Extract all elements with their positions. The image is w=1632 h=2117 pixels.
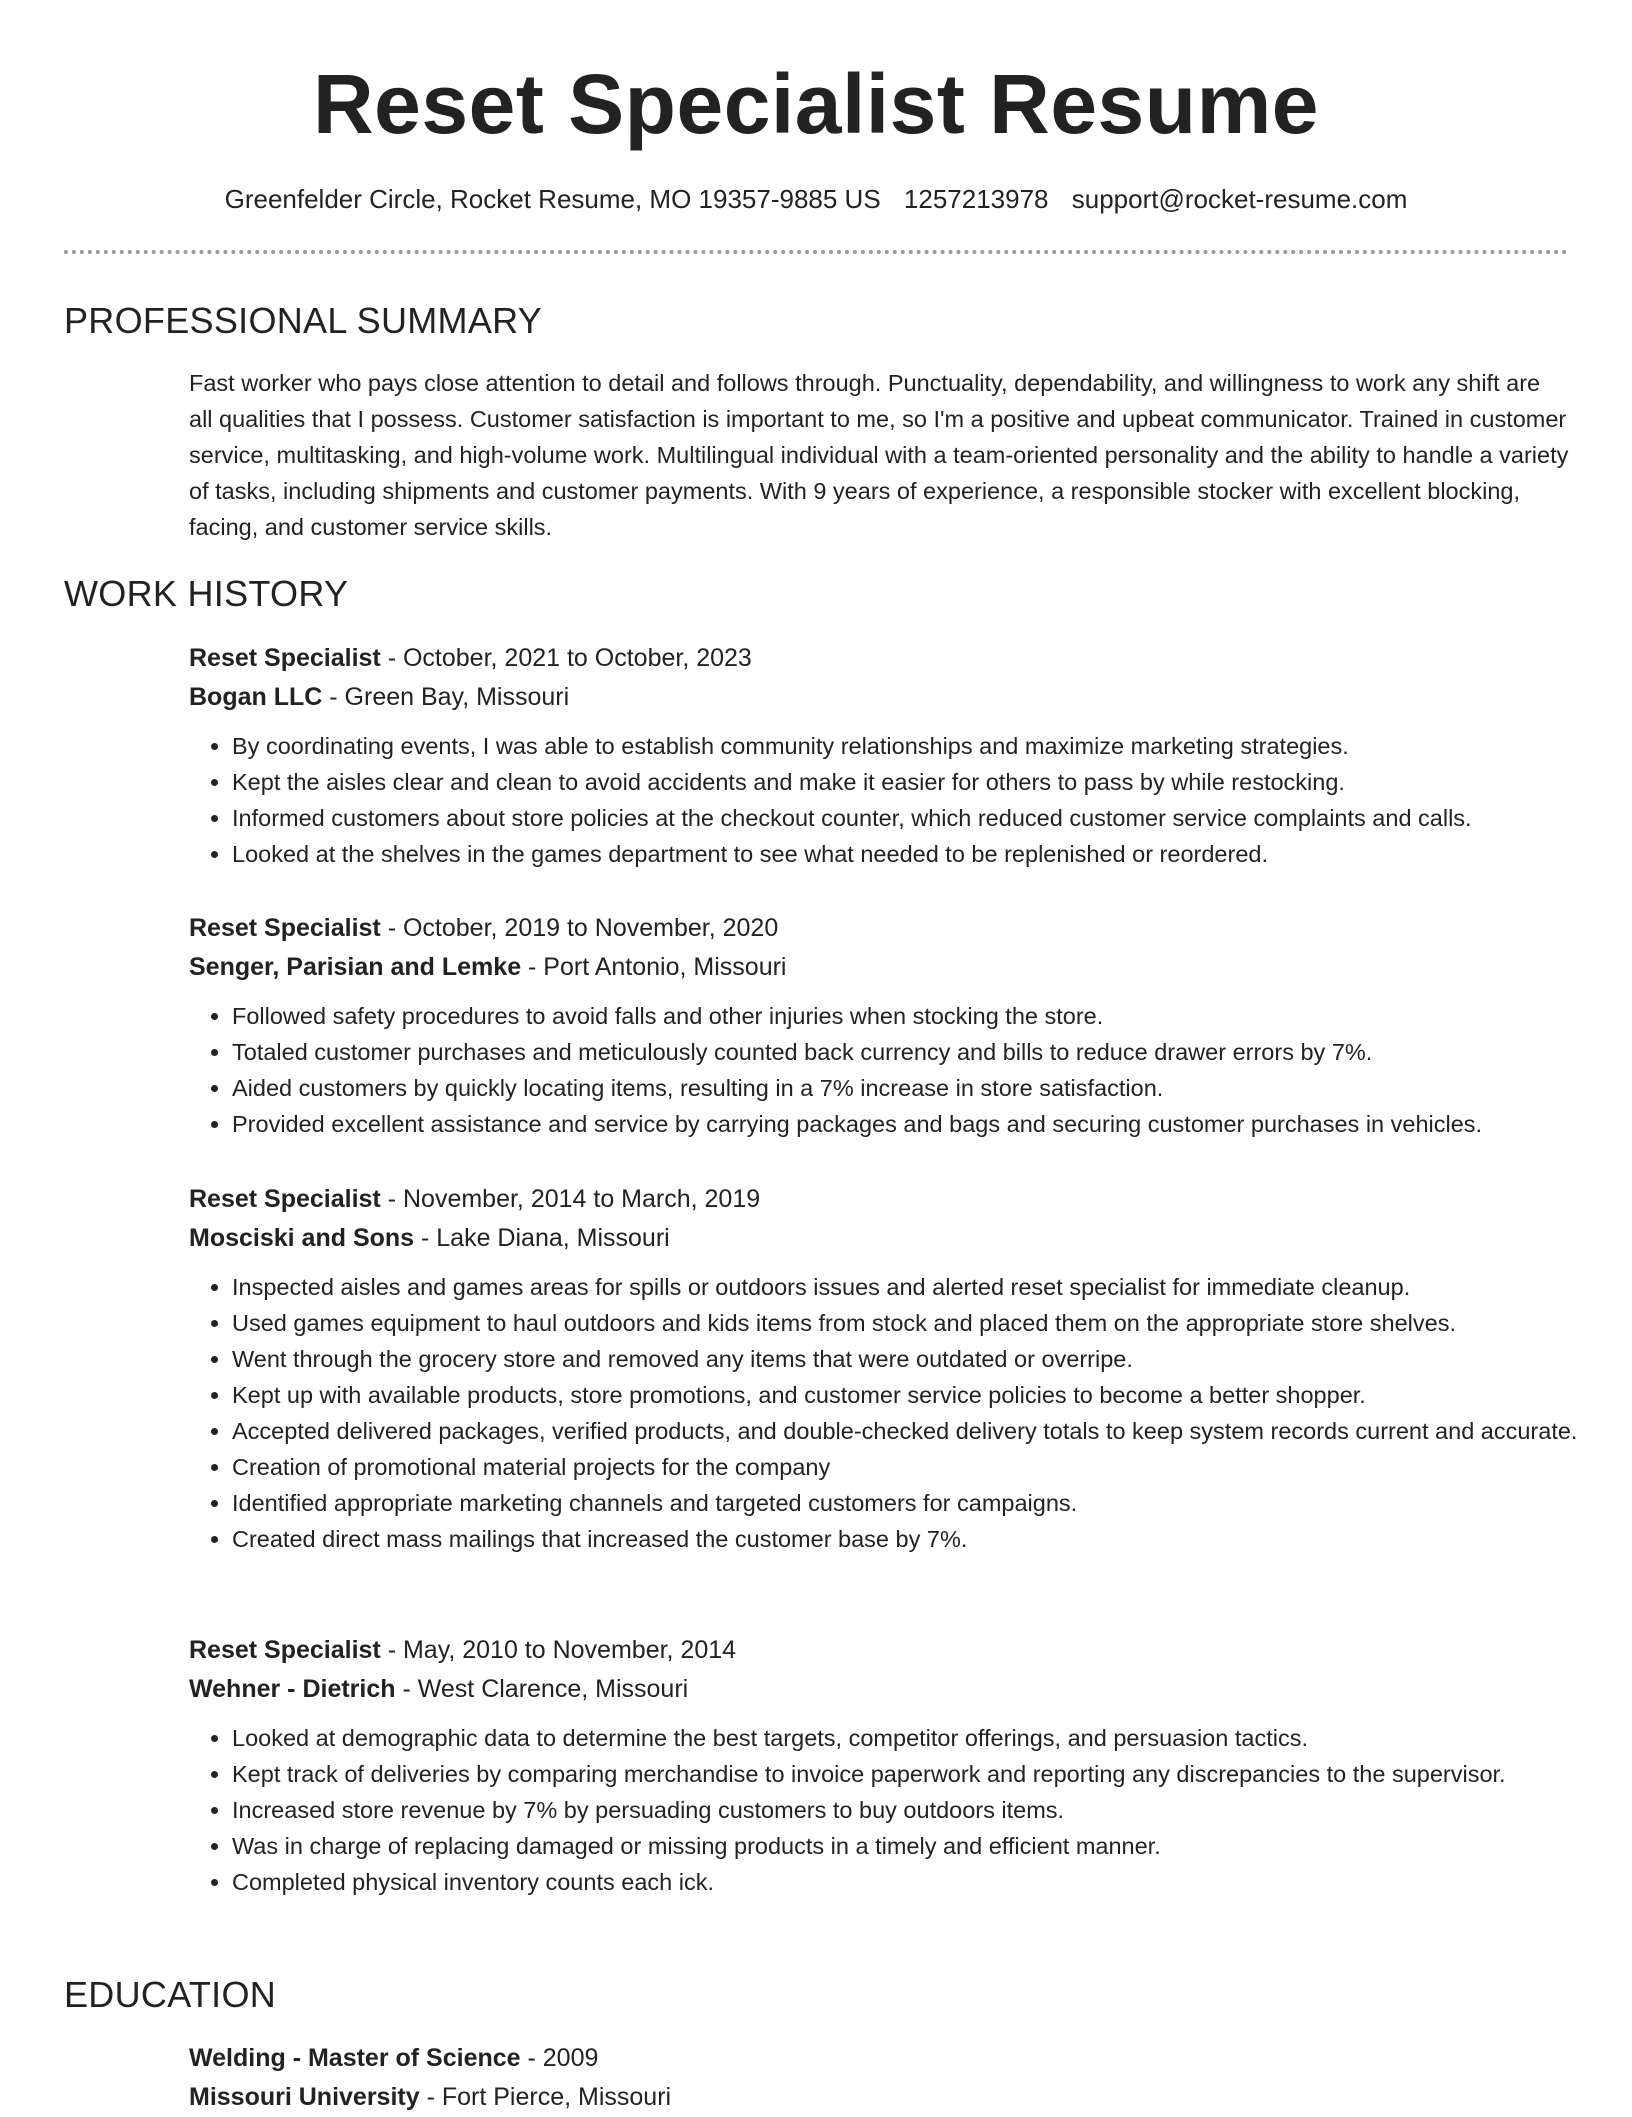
education-location: - Fort Pierce, Missouri: [419, 2083, 672, 2111]
job-entry: [189, 639, 1579, 872]
contact-address: Greenfelder Circle, Rocket Resume, MO 19357-9885 US: [224, 184, 881, 214]
job-company-line: [189, 1670, 1579, 1709]
job-entry: [189, 1631, 1579, 1900]
education-degree-line: [189, 2039, 1579, 2078]
list-item: • Provided excellent assistance and service by carrying packages and bags and securing customer purchases in vehicles.: [232, 1106, 1579, 1142]
list-item: • Looked at demographic data to determine the best targets, competitor offerings, and persuasion tactics.: [232, 1720, 1579, 1756]
job-entry: [189, 909, 1579, 1142]
job-company: Mosciski and Sons: [189, 1224, 415, 1252]
summary-text: Fast worker who pays close attention to detail and follows through. Punctuality, dependability, and willingness to work any shift are all qualities that I possess. Customer satisfaction is important to me, so I'm a positive and upbeat communicator. Trained in customer service, multitasking, and high-volume work. Multilingual individual with a team-oriented personality and the ability to handle a variety of tasks, including shipments and customer payments. With 9 years of experience, a responsible stocker with excellent blocking, facing, and customer service skills.: [189, 370, 1569, 540]
education-school: Missouri University: [189, 2083, 420, 2111]
job-company-line: [189, 678, 1579, 717]
job-dates: - October, 2019 to November, 2020: [380, 914, 779, 942]
list-item: • Used games equipment to haul outdoors and kids items from stock and placed them on the appropriate store shelves.: [232, 1305, 1579, 1341]
job-company: Bogan LLC: [189, 683, 323, 711]
job-dates: - November, 2014 to March, 2019: [380, 1185, 761, 1213]
job-location: - Green Bay, Missouri: [322, 683, 570, 711]
list-item: • Identified appropriate marketing channels and targeted customers for campaigns.: [232, 1485, 1579, 1521]
job-company: Senger, Parisian and Lemke: [189, 953, 522, 981]
list-item: • Kept up with available products, store promotions, and customer service policies to become a better shopper.: [232, 1377, 1579, 1413]
list-item: • Was in charge of replacing damaged or missing products in a timely and efficient manner.: [232, 1828, 1579, 1864]
job-title: Reset Specialist: [189, 644, 381, 672]
job-dates: - October, 2021 to October, 2023: [380, 644, 752, 672]
section-title-education: EDUCATION: [64, 1974, 277, 2015]
job-location: - Port Antonio, Missouri: [521, 953, 787, 981]
list-item: • Completed physical inventory counts each ick.: [232, 1864, 1579, 1900]
list-item: • Kept the aisles clear and clean to avoid accidents and make it easier for others to pass by while restocking.: [232, 764, 1579, 800]
contact-line: [0, 182, 1632, 216]
section-title-work-history: WORK HISTORY: [64, 573, 349, 614]
list-item: • Created direct mass mailings that increased the customer base by 7%.: [232, 1521, 1579, 1557]
contact-email[interactable]: support@rocket-resume.com: [1071, 184, 1408, 214]
list-item: • Followed safety procedures to avoid falls and other injuries when stocking the store.: [232, 998, 1579, 1034]
education-entry: [189, 2039, 1579, 2117]
job-title: Reset Specialist: [189, 914, 381, 942]
job-title-line: [189, 909, 1579, 948]
job-title: Reset Specialist: [189, 1636, 381, 1664]
list-item: • Creation of promotional material projects for the company: [232, 1449, 1579, 1485]
header-divider: [64, 250, 1568, 254]
education-degree: Welding - Master of Science: [189, 2044, 521, 2072]
list-item: • By coordinating events, I was able to establish community relationships and maximize marketing strategies.: [232, 728, 1579, 764]
job-location: - Lake Diana, Missouri: [414, 1224, 670, 1252]
section-title-summary: PROFESSIONAL SUMMARY: [64, 300, 543, 341]
list-item: • Kept track of deliveries by comparing merchandise to invoice paperwork and reporting any discrepancies to the supervisor.: [232, 1756, 1579, 1792]
list-item: • Inspected aisles and games areas for spills or outdoors issues and alerted reset specialist for immediate cleanup.: [232, 1269, 1579, 1305]
education-year: - 2009: [520, 2044, 599, 2072]
job-company-line: [189, 948, 1579, 987]
job-dates: - May, 2010 to November, 2014: [380, 1636, 737, 1664]
job-bullets: [189, 1720, 1579, 1900]
job-location: - West Clarence, Missouri: [395, 1675, 689, 1703]
job-title: Reset Specialist: [189, 1185, 381, 1213]
job-title-line: [189, 1631, 1579, 1670]
list-item: • Accepted delivered packages, verified products, and double-checked delivery totals to keep system records current and accurate.: [232, 1413, 1579, 1449]
job-bullets: [189, 1269, 1579, 1557]
job-entry: [189, 1180, 1579, 1557]
list-item: • Went through the grocery store and removed any items that were outdated or overripe.: [232, 1341, 1579, 1377]
contact-phone: 1257213978: [903, 184, 1049, 214]
job-title-line: [189, 1180, 1579, 1219]
list-item: • Increased store revenue by 7% by persuading customers to buy outdoors items.: [232, 1792, 1579, 1828]
job-company: Wehner - Dietrich: [189, 1675, 396, 1703]
list-item: • Aided customers by quickly locating items, resulting in a 7% increase in store satisfaction.: [232, 1070, 1579, 1106]
job-company-line: [189, 1219, 1579, 1258]
job-title-line: [189, 639, 1579, 678]
education-school-line: [189, 2078, 1579, 2117]
list-item: • Looked at the shelves in the games department to see what needed to be replenished or reordered.: [232, 836, 1579, 872]
job-bullets: [189, 998, 1579, 1142]
job-bullets: [189, 728, 1579, 872]
list-item: • Totaled customer purchases and meticulously counted back currency and bills to reduce drawer errors by 7%.: [232, 1034, 1579, 1070]
list-item: • Informed customers about store policies at the checkout counter, which reduced customer service complaints and calls.: [232, 800, 1579, 836]
resume-title: Reset Specialist Resume: [313, 57, 1319, 151]
